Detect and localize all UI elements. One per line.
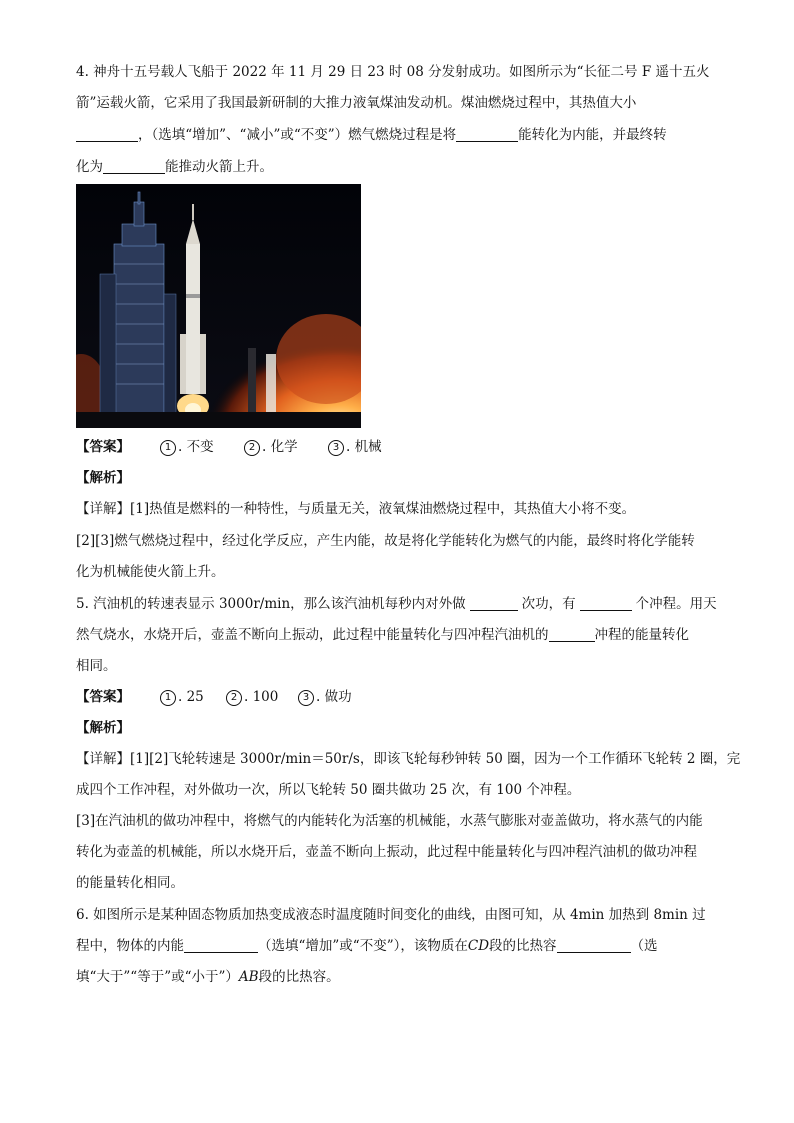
q4-line-4-b: 能推动火箭上升。 — [165, 159, 273, 175]
q6-line-2-d: （选 — [630, 938, 658, 954]
answer-value: 不变 — [186, 439, 214, 455]
circled-number-1: 1 — [160, 690, 176, 706]
rocket-launch-illustration — [76, 184, 361, 428]
q6-line-1: 6. 如图所示是某种固态物质加热变成液态时温度随时间变化的曲线，由图可知，从 4min 加热到 8min 过 — [76, 907, 706, 923]
circled-number-2: 2 — [226, 690, 242, 706]
rocket-launch-photo — [76, 184, 361, 428]
answer-blank[interactable] — [103, 159, 165, 174]
answer-item-3: 3 . 机械 — [328, 437, 382, 457]
segment-cd: CD — [467, 938, 490, 954]
circled-number-1: 1 — [160, 440, 176, 456]
q5-line-1 — [76, 594, 717, 614]
answer-item-1: 1 . 25 — [160, 687, 204, 707]
answer-blank[interactable] — [470, 596, 518, 611]
q4-detail-1: 【详解】[1]热值是燃料的一种特性，与质量无关，液氧煤油燃烧过程中，其热值大小将不变。 — [76, 501, 636, 517]
analysis-label: 【解析】 — [76, 470, 130, 486]
answer-label: 【答案】 — [76, 439, 130, 455]
q5-detail-2: 成四个工作冲程，对外做功一次，所以飞轮转 50 圈共做功 25 次，有 100 个冲程。 — [76, 782, 581, 798]
q6-line-2-a: 程中，物体的内能 — [76, 938, 184, 954]
q5-detail-1: 【详解】[1][2]飞轮转速是 3000r/min＝50r/s，即该飞轮每秒钟转 50 圈，因为一个工作循环飞轮转 2 圈，完 — [76, 751, 741, 767]
answer-item-3: 3 . 做功 — [298, 687, 352, 707]
analysis-label: 【解析】 — [76, 720, 130, 736]
q5-line-2 — [76, 625, 689, 645]
q6-line-2 — [76, 936, 658, 956]
q4-line-1: 4. 神舟十五号载人飞船于 2022 年 11 月 29 日 23 时 08 分发射成功。如图所示为“长征二号 F 遥十五火 — [76, 64, 710, 80]
q5-line-2-a: 然气烧水，水烧开后，壶盖不断向上振动，此过程中能量转化与四冲程汽油机的 — [76, 627, 549, 643]
q5-line-1-b: 次功，有 — [521, 596, 576, 612]
q5-line-3: 相同。 — [76, 658, 117, 674]
answer-blank[interactable] — [184, 938, 258, 953]
answer-blank[interactable] — [557, 938, 631, 953]
answer-blank[interactable] — [456, 127, 518, 142]
q4-detail-3: 化为机械能使火箭上升。 — [76, 564, 225, 580]
q4-line-3-text: ，（选填“增加”、“减小”或“不变”）燃气燃烧过程是将 — [138, 127, 457, 143]
answer-item-1: 1 . 不变 — [160, 437, 214, 457]
answer-value: 化学 — [270, 439, 298, 455]
q6-line-2-c: 段的比热容 — [489, 938, 557, 954]
circled-number-2: 2 — [244, 440, 260, 456]
q4-line-4-a: 化为 — [76, 159, 103, 175]
answer-blank[interactable] — [580, 596, 632, 611]
answer-value: 机械 — [354, 439, 382, 455]
q5-line-1-a: 5. 汽油机的转速表显示 3000r/min，那么该汽油机每秒内对外做 — [76, 596, 466, 612]
q6-line-3-a: 填“大于”“等于”或“小于”） — [76, 969, 239, 985]
answer-label: 【答案】 — [76, 689, 130, 705]
answer-value: 25 — [186, 689, 204, 705]
q5-line-1-c: 个冲程。用天 — [635, 596, 717, 612]
circled-number-3: 3 — [328, 440, 344, 456]
q5-detail-3: [3]在汽油机的做功冲程中，将燃气的内能转化为活塞的机械能，水蒸气膨胀对壶盖做功，将水蒸气的内能 — [76, 813, 703, 829]
q4-line-2: 箭”运载火箭，它采用了我国最新研制的大推力液氧煤油发动机。煤油燃烧过程中，其热值大小 — [76, 95, 637, 111]
q6-line-2-b: （选填“增加”或“不变”），该物质在 — [258, 938, 468, 954]
q5-detail-5: 的能量转化相同。 — [76, 875, 184, 891]
q4-detail-2: [2][3]燃气燃烧过程中，经过化学反应，产生内能，故是将化学能转化为燃气的内能，最终时将化学能转 — [76, 533, 695, 549]
answer-item-2: 2 . 化学 — [244, 437, 298, 457]
q4-line-3 — [76, 125, 667, 145]
segment-ab: AB — [238, 969, 259, 985]
answer-value: 做功 — [324, 689, 352, 705]
answer-item-2: 2 . 100 — [226, 687, 278, 707]
q5-line-2-b: 冲程的能量转化 — [594, 627, 689, 643]
q6-line-3-b: 段的比热容。 — [258, 969, 340, 985]
answer-blank[interactable] — [76, 127, 138, 142]
answer-blank[interactable] — [549, 627, 595, 642]
q4-line-4 — [76, 157, 273, 177]
q6-line-3 — [76, 967, 340, 987]
circled-number-3: 3 — [298, 690, 314, 706]
q5-detail-4: 转化为壶盖的机械能，所以水烧开后，壶盖不断向上振动，此过程中能量转化与四冲程汽油机的做功冲程 — [76, 844, 697, 860]
q4-line-3-end: 能转化为内能，并最终转 — [518, 127, 667, 143]
answer-value: 100 — [252, 689, 279, 705]
